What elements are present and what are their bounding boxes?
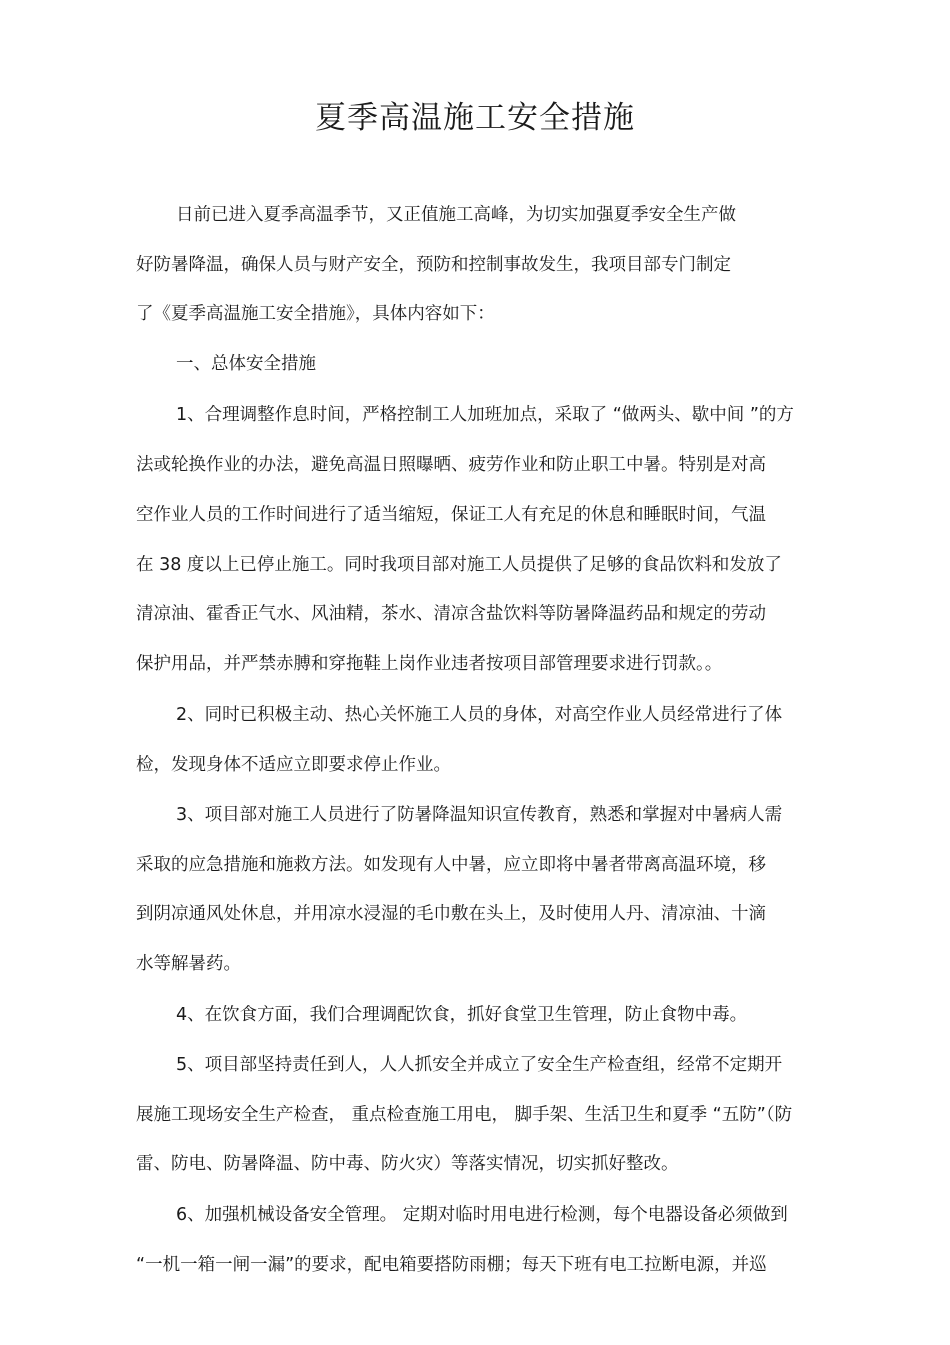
paragraph-line: 展施工现场安全生产检查， 重点检查施工用电， 脚手架、生活卫生和夏季 “五防”（防 — [136, 1105, 793, 1125]
document-title: 夏季高温施工安全措施 — [315, 100, 635, 136]
paragraph-line: 法或轮换作业的办法，避免高温日照曝晒、疲劳作业和防止职工中暑。特别是对高 — [136, 455, 766, 475]
section-heading: 一、总体安全措施 — [176, 354, 316, 374]
paragraph-line: 6、加强机械设备安全管理。 定期对临时用电进行检测，每个电器设备必须做到 — [176, 1205, 788, 1225]
paragraph-line: 水等解暑药。 — [136, 954, 241, 974]
paragraph-line: 了《夏季高温施工安全措施》，具体内容如下： — [136, 304, 495, 324]
paragraph-line: 1、合理调整作息时间，严格控制工人加班加点，采取了 “做两头、歇中间 ”的方 — [176, 405, 794, 425]
paragraph-line: 空作业人员的工作时间进行了适当缩短，保证工人有充足的休息和睡眠时间，气温 — [136, 505, 766, 525]
paragraph-line: 雷、防电、防暑降温、防中毒、防火灾）等落实情况，切实抓好整改。 — [136, 1154, 679, 1174]
paragraph-line: 好防暑降温，确保人员与财产安全，预防和控制事故发生，我项目部专门制定 — [136, 255, 731, 275]
paragraph-line: 保护用品，并严禁赤膊和穿拖鞋上岗作业违者按项目部管理要求进行罚款。。 — [136, 654, 723, 674]
paragraph-line: 清凉油、霍香正气水、风油精，茶水、清凉含盐饮料等防暑降温药品和规定的劳动 — [136, 604, 766, 624]
paragraph-line: 在 38 度以上已停止施工。同时我项目部对施工人员提供了足够的食品饮料和发放了 — [136, 555, 782, 575]
paragraph-line: 到阴凉通风处休息，并用凉水浸湿的毛巾敷在头上，及时使用人丹、清凉油、十滴 — [136, 904, 766, 924]
paragraph-line: 日前已进入夏季高温季节，又正值施工高峰，为切实加强夏季安全生产做 — [176, 205, 736, 225]
paragraph-line: “一机一箱一闸一漏”的要求，配电箱要搭防雨棚；每天下班有电工拉断电源，并巡 — [136, 1255, 767, 1275]
paragraph-line: 5、项目部坚持责任到人，人人抓安全并成立了安全生产检查组，经常不定期开 — [176, 1055, 783, 1075]
paragraph-line: 3、项目部对施工人员进行了防暑降温知识宣传教育，熟悉和掌握对中暑病人需 — [176, 805, 783, 825]
paragraph-line: 采取的应急措施和施救方法。如发现有人中暑，应立即将中暑者带离高温环境，移 — [136, 855, 766, 875]
paragraph-line: 2、同时已积极主动、热心关怀施工人员的身体，对高空作业人员经常进行了体 — [176, 705, 783, 725]
paragraph-line: 4、在饮食方面，我们合理调配饮食，抓好食堂卫生管理，防止食物中毒。 — [176, 1005, 748, 1025]
paragraph-line: 检，发现身体不适应立即要求停止作业。 — [136, 755, 451, 775]
